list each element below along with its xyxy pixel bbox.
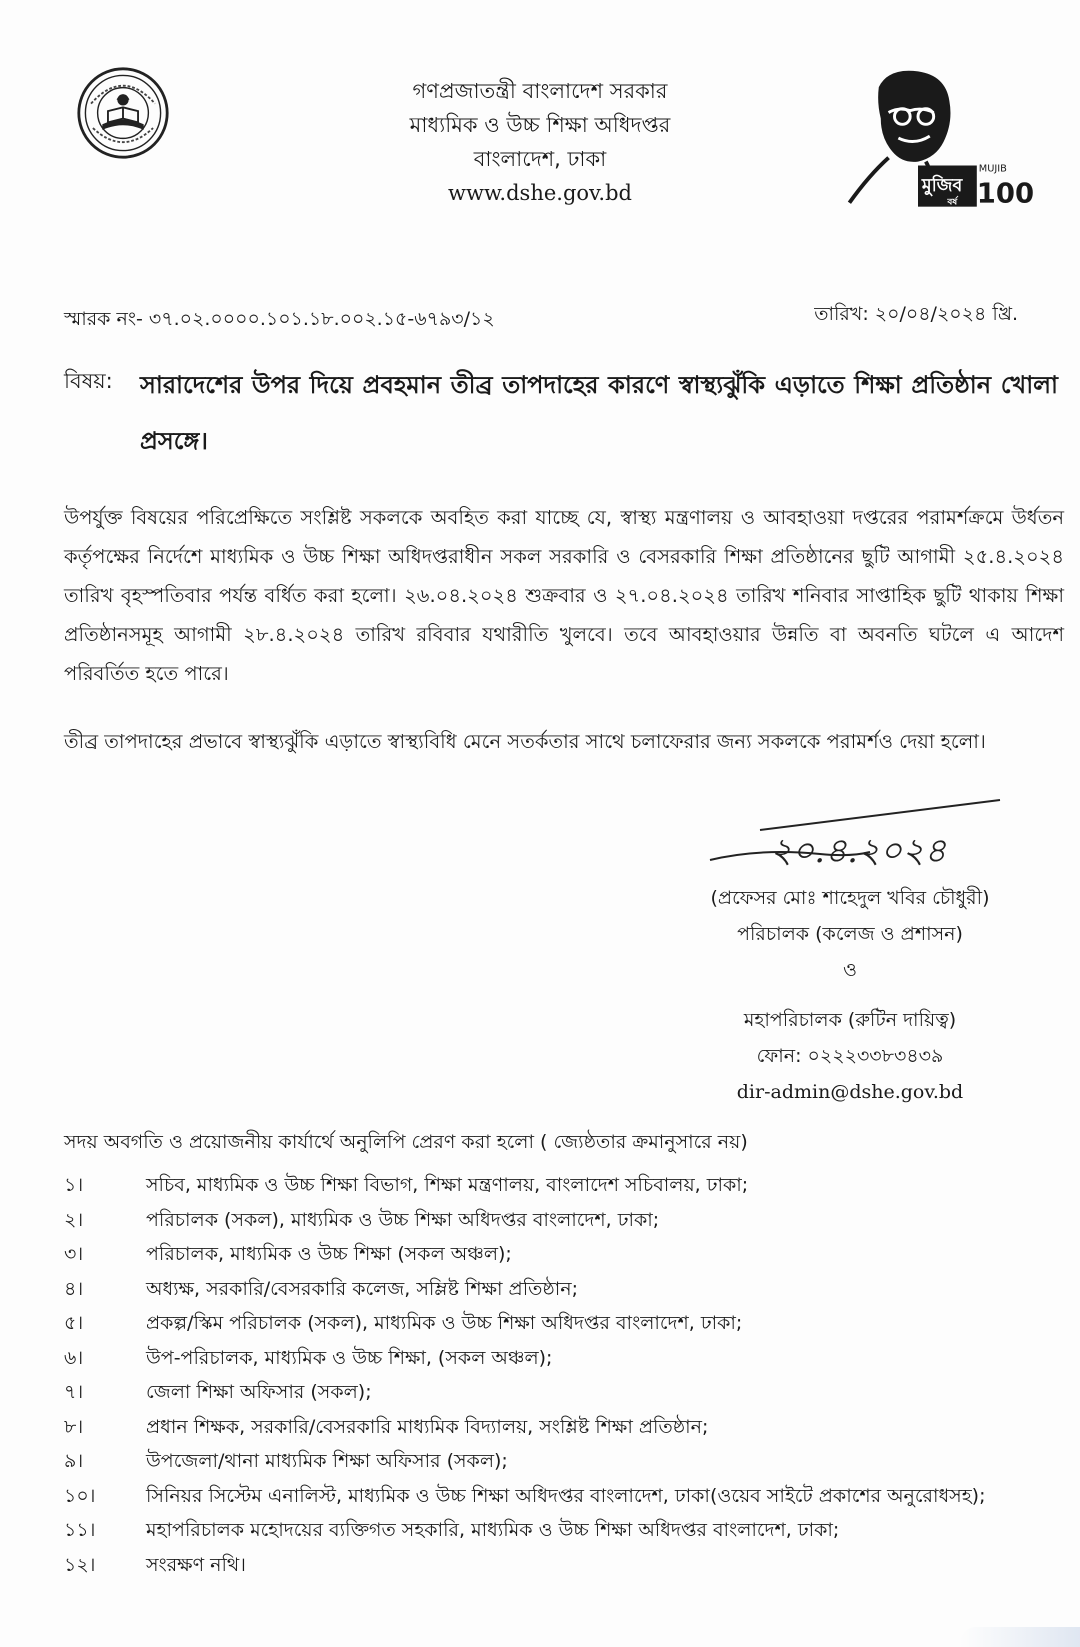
list-item [64,1341,1064,1376]
list-item [64,1272,1064,1307]
list-item-number: ১০। [64,1484,96,1507]
copy-list [64,1168,1064,1582]
list-item-number: ১১। [64,1519,96,1541]
list-item-number: ২। [64,1208,84,1231]
subject-text: সারাদেশের উপর দিয়ে প্রবহমান তীব্র তাপদাহের কারণে স্বাস্থ্যঝুঁকি এড়াতে শিক্ষা প্রতিষ্ঠান খোলা প্রসঙ্গে। [140,371,1058,455]
mujib-100-logo-icon [820,66,1035,216]
signature-block [660,880,1040,1110]
mujib-logo-num: 100 [976,178,1035,210]
signature-date-handwritten: ২০.৪.২০২৪ [770,831,947,871]
mujib-logo-sub: বর্ষ [947,197,958,208]
list-item-text: অধ্যক্ষ, সরকারি/বেসরকারি কলেজ, সম্লিষ্ট শিক্ষা প্রতিষ্ঠান; [146,1277,579,1300]
signatory-conjunction: ও [843,959,857,981]
subject-label: বিষয়: [64,369,113,393]
signatory-designation: পরিচালক (কলেজ ও প্রশাসন) [737,923,963,945]
list-item-number: ৪। [64,1277,84,1300]
list-item-number: ৩। [64,1243,84,1265]
list-item-text: পরিচালক, মাধ্যমিক ও উচ্চ শিক্ষা (সকল অঞ্চল); [146,1243,512,1265]
list-item [64,1168,1064,1203]
list-item [64,1237,1064,1272]
list-item-number: ৭। [64,1381,84,1403]
list-item [64,1203,1064,1238]
handwritten-signature-icon [700,800,1020,890]
header-department-name: মাধ্যমিক ও উচ্চ শিক্ষা অধিদপ্তর [409,113,671,137]
list-item-text: প্রধান শিক্ষক, সরকারি/বেসরকারি মাধ্যমিক বিদ্যালয়, সংশ্লিষ্ট শিক্ষা প্রতিষ্ঠান; [146,1415,709,1438]
list-item-text: মহাপরিচালক মহোদয়ের ব্যক্তিগত সহকারি, মাধ্যমিক ও উচ্চ শিক্ষা অধিদপ্তর বাংলাদেশ, ঢাকা; [146,1519,840,1541]
list-item-number: ৯। [64,1450,84,1472]
body-paragraph-1: উপর্যুক্ত বিষয়ের পরিপ্রেক্ষিতে সংশ্লিষ্ট সকলকে অবহিত করা যাচ্ছে যে, স্বাস্থ্য মন্ত্রণালয় ও আবহাওয়া দপ্তরের পরামর্শক্রমে উর্ধতন কর্তৃপক্ষের নির্দেশে মাধ্যমিক ও উচ্চ শিক্ষা অধিদপ্তরাধীন সকল সরকারি ও বেসরকারি শিক্ষা প্রতিষ্ঠানের ছুটি আগামী ২৫.৪.২০২৪ তারিখ বৃহস্পতিবার পর্যন্ত বর্ধিত করা হলো। ২৬.০৪.২০২৪ শুক্রবার ও ২৭.০৪.২০২৪ তারিখ শনিবার সাপ্তাহিক ছুটি থাকায় শিক্ষা প্রতিষ্ঠানসমূহ আগামী ২৮.৪.২০২৪ তারিখ রবিবার যথারীতি খুলবে। তবে আবহাওয়ার উন্নতি বা অবনতি ঘটলে এ আদেশ পরিবর্তিত হতে পারে। [64,506,1064,685]
memo-number: স্মারক নং- ৩৭.০২.০০০০.১০১.১৮.০০২.১৫-৬৭৯৩/১২ [64,308,495,330]
list-item [64,1410,1064,1445]
list-item [64,1306,1064,1341]
list-item-number: ১২। [64,1553,96,1576]
list-item-text: সচিব, মাধ্যমিক ও উচ্চ শিক্ষা বিভাগ, শিক্ষা মন্ত্রণালয়, বাংলাদেশ সচিবালয়, ঢাকা; [146,1174,749,1196]
signatory-additional-role: মহাপরিচালক (রুটিন দায়িত্ব) [743,1009,957,1031]
signatory-email[interactable]: dir-admin@dshe.gov.bd [736,1081,964,1103]
list-item-text: প্রকল্প/স্কিম পরিচালক (সকল), মাধ্যমিক ও উচ্চ শিক্ষা অধিদপ্তর বাংলাদেশ, ঢাকা; [146,1312,743,1334]
corner-shade [960,1627,1080,1647]
list-item [64,1513,1064,1548]
signatory-name: (প্রফেসর মোঃ শাহেদুল খবির চৌধুরী) [710,887,990,909]
body-paragraph-2: তীব্র তাপদাহের প্রভাবে স্বাস্থ্যঝুঁকি এড়াতে স্বাস্থ্যবিধি মেনে সতর্কতার সাথে চলাফেরার জন্য সকলকে পরামর্শও দেয়া হলো। [64,730,986,753]
memo-date: তারিখ: ২০/০৪/২০২৪ খ্রি. [814,303,1018,325]
list-item-number: ৬। [64,1346,84,1369]
list-item-text: জেলা শিক্ষা অফিসার (সকল); [146,1381,372,1403]
header [300,74,780,210]
copy-list-intro: সদয় অবগতি ও প্রয়োজনীয় কার্যার্থে অনুলিপি প্রেরণ করা হলো ( জ্যেষ্ঠতার ক্রমানুসারে নয়) [64,1131,748,1153]
list-item-number: ৮। [64,1415,84,1438]
list-item-text: উপ-পরিচালক, মাধ্যমিক ও উচ্চ শিক্ষা, (সকল অঞ্চল); [146,1346,553,1369]
header-location: বাংলাদেশ, ঢাকা [473,147,607,171]
list-item-number: ৫। [64,1312,84,1334]
header-government-name: গণপ্রজাতন্ত্রী বাংলাদেশ সরকার [412,79,668,103]
header-website[interactable]: www.dshe.gov.bd [448,181,632,205]
signatory-phone: ফোন: ০২২২৩৩৮৩৪৩৯ [756,1045,944,1067]
list-item-text: সিনিয়র সিস্টেম এনালিস্ট, মাধ্যমিক ও উচ্চ শিক্ষা অধিদপ্তর বাংলাদেশ, ঢাকা(ওয়েব সাইটে প্রকাশের অনুরোধসহ); [146,1484,986,1507]
list-item-text: সংরক্ষণ নথি। [146,1553,246,1576]
list-item [64,1479,1064,1514]
list-item [64,1548,1064,1583]
list-item [64,1375,1064,1410]
mujib-logo-en: MUJIB [978,163,1007,175]
dshe-seal-icon [76,66,170,160]
list-item-number: ১। [64,1174,84,1196]
mujib-logo-text: মুজিব [921,175,963,196]
list-item-text: পরিচালক (সকল), মাধ্যমিক ও উচ্চ শিক্ষা অধিদপ্তর বাংলাদেশ, ঢাকা; [146,1208,660,1231]
list-item [64,1444,1064,1479]
list-item-text: উপজেলা/থানা মাধ্যমিক শিক্ষা অফিসার (সকল); [146,1450,508,1472]
